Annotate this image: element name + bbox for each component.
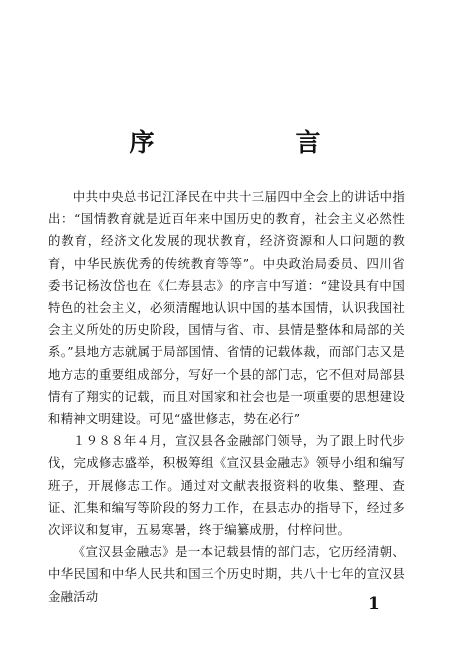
- paragraph-3: 《宣汉县金融志》是一本记载县情的部门志，它历经清朝、中华民国和中华人民共和国三个历史时期，共八十七年的宣汉县金融活动: [48, 544, 405, 604]
- body-text: [48, 186, 405, 608]
- page-number: 1: [368, 594, 380, 614]
- page-title: 序 言: [129, 128, 379, 157]
- paragraph-1: 中共中央总书记江泽民在中共十三届四中全会上的讲话中指出：“国情教育就是近百年来中国历史的教育，社会主义必然性的教育，经济文化发展的现状教育，经济资源和人口问题的教育，中华民族优秀的传统教育等等”。中央政治局委员、四川省委书记杨汝岱也在《仁寿县志》的序言中写道：“建设具有中国特色的社会主义，必须清醒地认识中国的基本国情，认识我国社会主义所处的历史阶段，国情与省、市、县情是整体和局部的关系。”县地方志就属于局部国情、省情的记载体裁，而部门志又是地方志的重要组成部分，写好一个县的部门志，它不但对局部县情有了翔实的记载，而且对国家和社会也是一项重要的思想建设和精神文明建设。可见“盛世修志，势在必行”: [48, 189, 405, 427]
- paragraph-2: １９８８年４月，宣汉县各金融部门领导，为了跟上时代步伐，完成修志盛举，积极筹组《宣汉县金融志》领导小组和编写班子，开展修志工作。通过对文献表报资料的收集、整理、查证、汇集和编写等阶段的努力工作，在县志办的指导下，经过多次评议和复审，五易寒暑，终于编纂成册，付梓问世。: [48, 433, 405, 538]
